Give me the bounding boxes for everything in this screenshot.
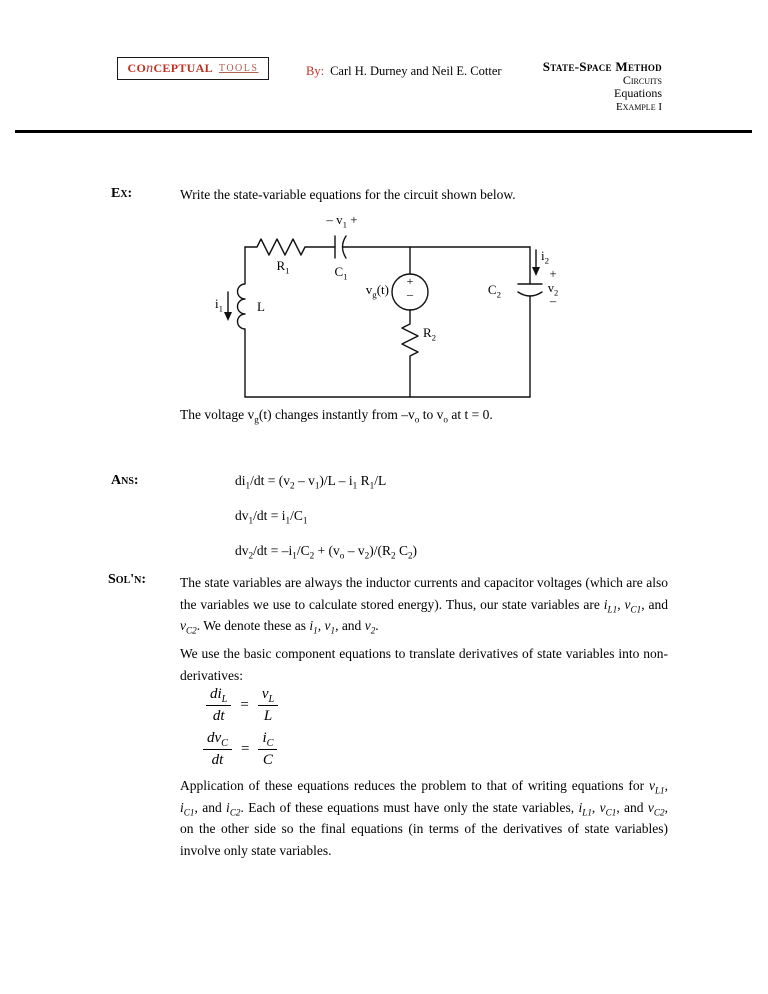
header-rule [15,130,752,133]
fraction-lhs [206,686,231,725]
byline-authors: Carl H. Durney and Neil E. Cotter [330,64,502,78]
answer-equation-2: $dv_1/dt = i_1/C_1$ [235,508,308,526]
label-current-i1: $i_1$ [214,296,223,314]
fraction-denominator: C [262,752,273,768]
doc-title: State-Space Method [542,59,662,74]
logo-tools-text: TOOLS [218,63,259,74]
source-plus-sign: + [406,274,414,288]
answer-equation-1: $di_1/dt = (v_2 - v_1)/L - i_1$ $R_1/L$ [235,473,387,491]
v2-minus-sign: – [549,294,557,308]
source-minus-sign: – [407,287,413,301]
fraction-denominator: dt [212,708,225,724]
circuit-diagram [195,212,575,412]
left-branch-inductor-wire [238,247,246,397]
label-resistor-r1: $R_1$ [276,258,290,276]
capacitor-derivative-equation [203,730,277,769]
fraction-numerator: $di_L$ [206,686,231,706]
fraction-denominator: dt [211,752,224,768]
logo-text [128,61,213,77]
fraction-rhs [258,730,277,769]
label-capacitor-c1: $C_1$ [334,264,348,282]
label-v1-polarity: – $v_1$ + [326,212,358,230]
solution-label: Sol'n: [108,572,147,587]
label-capacitor-c2: $C_2$ [487,282,501,300]
answer-equation-3: $dv_2/dt = -i_1/C_2 + (v_o - v_2)/(R_2$ $C_2$) [235,543,418,561]
byline [306,64,502,79]
logo-script-n: n [146,60,154,76]
answer-label: Ans: [111,473,139,488]
middle-branch-resistor-r2 [402,310,418,397]
v2-plus-sign: + [549,267,557,281]
v2-label: $v_2$ [547,280,559,297]
fraction-rhs [258,686,278,725]
equals-sign: = [240,741,250,757]
example-prompt: Write the state-variable equations for the circuit shown below. [180,187,516,202]
solution-paragraph-3: Application of these equations reduces the problem to that of writing equations for $v_{L1}$, $i_{C1}$, and $i_{C2}$. Each of these equations must have only the state variables, $i_{L1}$, $v_{C1}$, and $v_{C2}$, on the other side so the final equations (in terms of the derivatives of state variables) involve only state variables. [180,778,668,858]
fraction-denominator: L [263,708,273,724]
equals-sign: = [240,697,249,713]
label-current-i2: $i_2$ [541,248,550,266]
doc-subtitle-circuits: Circuits [622,72,662,87]
label-inductor-l: L [257,299,265,314]
doc-subtitle-example: Example I [615,100,662,113]
top-wire-resistor-r1 [245,239,335,255]
conceptual-tools-logo [117,57,269,80]
circuit-svg [195,212,575,412]
logo-co: CO [127,60,147,75]
label-resistor-r2: $R_2$ [423,325,437,343]
fraction-numerator: $v_L$ [258,686,278,706]
example-label: Ex: [111,186,133,201]
current-i1-arrowhead [224,312,232,321]
byline-by-label: By: [306,64,325,78]
circuit-caption: The voltage $v_g(t)$ changes instantly from $-v_o$ to $v_o$ at t = 0. [180,407,493,425]
logo-ceptual: CEPTUAL [153,60,213,75]
title-block [543,60,662,114]
label-source-vg: $v_g(t)$ [365,282,389,300]
label-v2-polarity [539,268,567,309]
fraction-numerator: $dv_C$ [203,730,232,750]
solution-paragraph-2: We use the basic component equations to translate derivatives of state variables into non-derivatives: [180,646,668,683]
inductor-derivative-equation [206,686,278,725]
fraction-lhs [203,730,232,769]
fraction-numerator: $i_C$ [258,730,277,750]
doc-subtitle-equations: Equations [614,86,662,100]
solution-paragraph-1: The state variables are always the inductor currents and capacitor voltages (which are also the variables we use to calculate stored energy). Thus, our state variables are $i_{L1}$, $v_{C1}$, and $v_{C2}$. We denote these as $i_1$, $v_1$, and $v_2$. [180,575,669,636]
